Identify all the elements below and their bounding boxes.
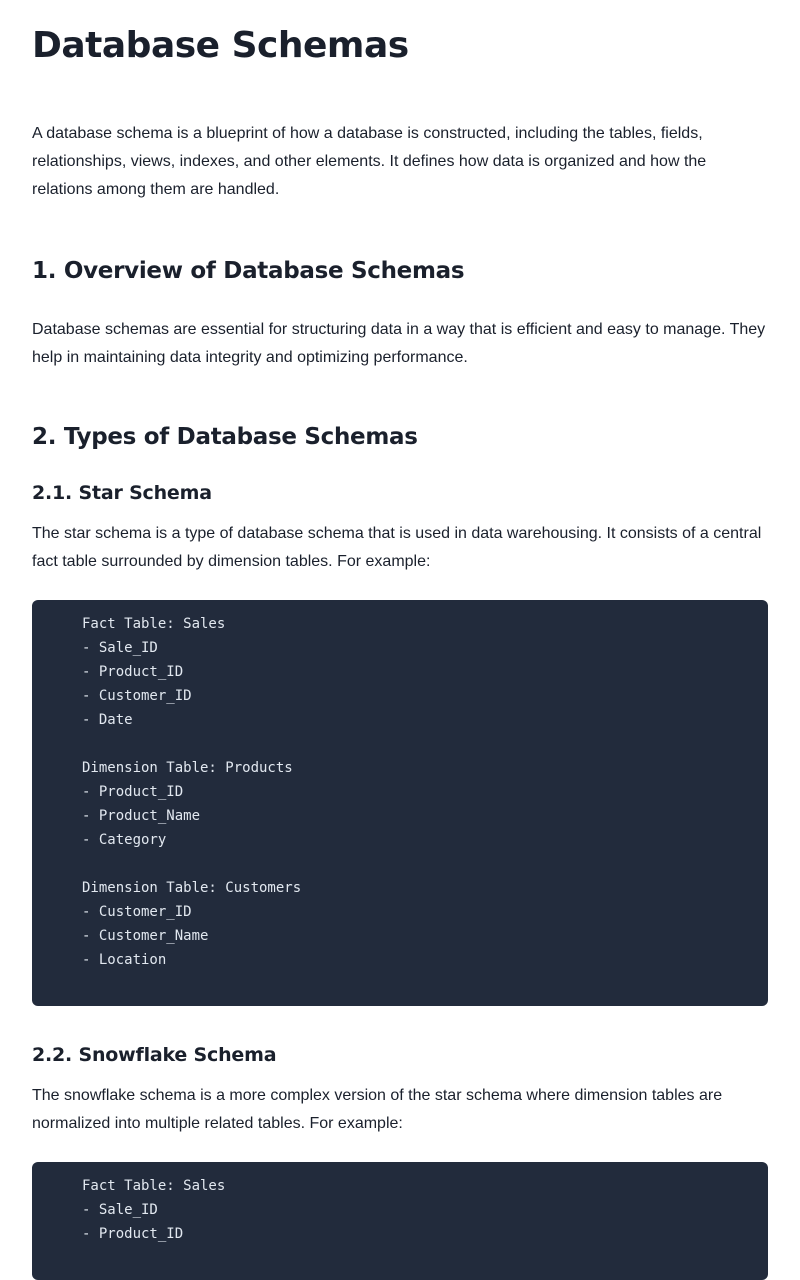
page-title: Database Schemas: [32, 25, 409, 66]
star-schema-paragraph: The star schema is a type of database schema that is used in data warehousing. It consists of a central fact table surrounded by dimension tables. For example:: [32, 525, 762, 570]
snowflake-schema-code: Fact Table: Sales - Sale_ID - Product_ID: [82, 1178, 226, 1242]
star-schema-code: Fact Table: Sales - Sale_ID - Product_ID - Customer_ID - Date Dimension Table: Products - Product_ID - Product_Name - Category Dimension Table: Customers - Customer_ID - Customer_Name - Location: [82, 616, 302, 968]
subsection-heading-snowflake-schema: 2.2. Snowflake Schema: [32, 1044, 277, 1066]
star-schema-code-block: [32, 600, 768, 1006]
overview-paragraph: Database schemas are essential for structuring data in a way that is efficient and easy to manage. They help in maintaining data integrity and optimizing performance.: [32, 321, 766, 366]
section-heading-types: 2. Types of Database Schemas: [32, 424, 418, 450]
intro-paragraph: A database schema is a blueprint of how a database is constructed, including the tables, fields, relationships, views, indexes, and other elements. It defines how data is organized and how the relations among them are handled.: [32, 125, 707, 198]
snowflake-schema-code-block: [32, 1162, 768, 1280]
subsection-heading-star-schema: 2.1. Star Schema: [32, 482, 212, 504]
snowflake-schema-paragraph: The snowflake schema is a more complex version of the star schema where dimension tables are normalized into multiple related tables. For example:: [32, 1087, 723, 1132]
section-heading-overview: 1. Overview of Database Schemas: [32, 258, 465, 284]
